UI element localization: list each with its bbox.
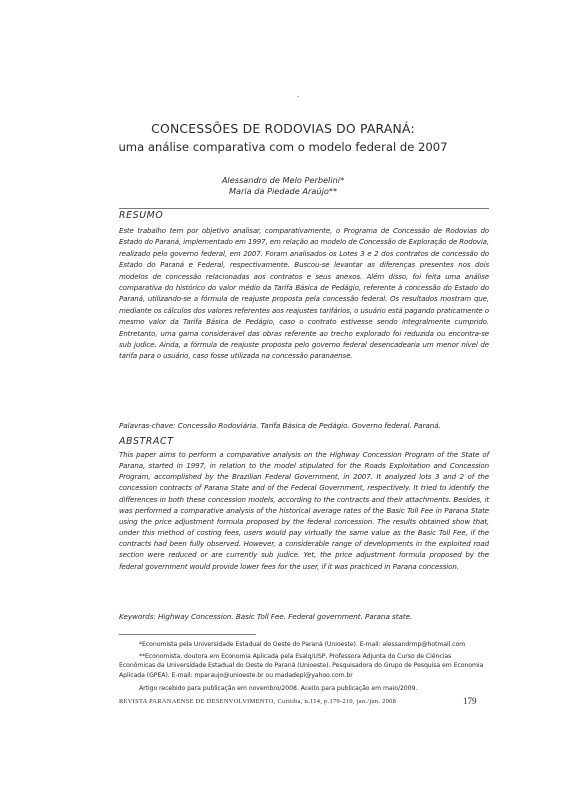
header-rule bbox=[119, 208, 489, 209]
article-title: CONCESSÕES DE RODOVIAS DO PARANÁ: bbox=[151, 121, 415, 136]
resumo-keywords: Palavras-chave: Concessão Rodoviária. Tarifa Básica de Pedágio. Governo federal. Paraná. bbox=[119, 421, 441, 430]
journal-footer: REVISTA PARANAENSE DE DESENVOLVIMENTO, Curitiba, n.114, p.179-210, jan./jun. 2008 bbox=[119, 698, 397, 705]
abstract-body: This paper aims to perform a comparative analysis on the Highway Concession Program of the State of Parana, started in 1997, in relation to the model stipulated for the Roads Exploitation and Concession Program, accomplished by the Brazilian Federal Government, in 2007. It analyzed lots 3 and 2 of the concession contracts of Parana State and of the Federal Government, respectively. It tried to identify the differences in both these concession models, according to the contracts and their attachments. Besides, it was performed a comparative analysis of the historical average rates of the Basic Toll Fee in Parana State using the price adjustment formula proposed by the federal concession. The results obtained show that, under this method of costing fees, users would pay virtually the same value as the Basic Toll Fee, if the contracts had been fully observed. However, a considerable range of developments in the exploited road section were reduced or are currently sub judice. Yet, the price adjustment formula proposed by the federal government would provide lower fees for the user, if it was practiced in Parana concession. bbox=[119, 450, 489, 571]
footnote-2: **Economista, doutora em Economia Aplicada pela Esalq/USP, Professora Adjunta do Curso de Ciências Econômicas da Universidade Estadual do Oeste do Paraná (Unioeste). Pesquisadora do Grupo de Pesquisa em Economia Aplicada (GPEA). E-mail: mparaujo@unioeste.br ou madadepi@yahoo.com.br bbox=[119, 653, 484, 679]
abstract-heading: ABSTRACT bbox=[119, 436, 174, 447]
footnote-rule bbox=[119, 634, 256, 635]
footnote-1: *Economista pela Universidade Estadual do Oeste do Paraná (Unioeste). E-mail: alessandrmp@hotmail.com bbox=[139, 641, 466, 648]
footnote-received: Artigo recebido para publicação em novembro/2008. Aceito para publicação em maio/2009. bbox=[139, 685, 418, 692]
author-1: Alessandro de Melo Perbelini* bbox=[221, 175, 345, 185]
scan-speck bbox=[297, 96, 299, 97]
article-subtitle: uma análise comparativa com o modelo federal de 2007 bbox=[118, 140, 448, 154]
abstract-keywords: Keywords: Highway Concession. Basic Toll Fee. Federal government. Parana state. bbox=[119, 612, 413, 621]
resumo-body: Este trabalho tem por objetivo analisar, comparativamente, o Programa de Concessão de Rodovias do Estado do Paraná, implementado em 1997, em relação ao modelo de Concessão de Exploração de Rodovia, realizado pelo governo federal, em 2007. Foram analisados os Lotes 3 e 2 dos contratos de concessão do Estado do Paraná e Federal, respectivamente. Buscou-se levantar as diferenças presentes nos dois modelos de concessão relacionadas aos contratos e seus anexos. Além disso, foi feita uma análise comparativa do histórico do valor médio da Tarifa Básica de Pedágio, referente à concessão do Estado do Paraná, utilizando-se a fórmula de reajuste proposta pela concessão federal. Os resultados mostram que, mediante os cálculos dos valores referentes aos reajustes tarifários, o usuário está pagando praticamente o mesmo valor da Tarifa Básica de Pedágio, caso o contrato estivesse sendo integralmente cumprido. Entretanto, uma gama considerável das obras referente ao trecho explorado foi reduzida ou encontra-se sub judice. Ainda, a fórmula de reajuste proposta pelo governo federal desencadearia um menor nível de tarifa para o usuário, caso fosse utilizada na concessão paranaense. bbox=[119, 226, 489, 361]
page-number: 179 bbox=[463, 696, 477, 706]
resumo-heading: RESUMO bbox=[119, 210, 164, 221]
author-2: Maria da Piedade Araújo** bbox=[228, 186, 338, 196]
